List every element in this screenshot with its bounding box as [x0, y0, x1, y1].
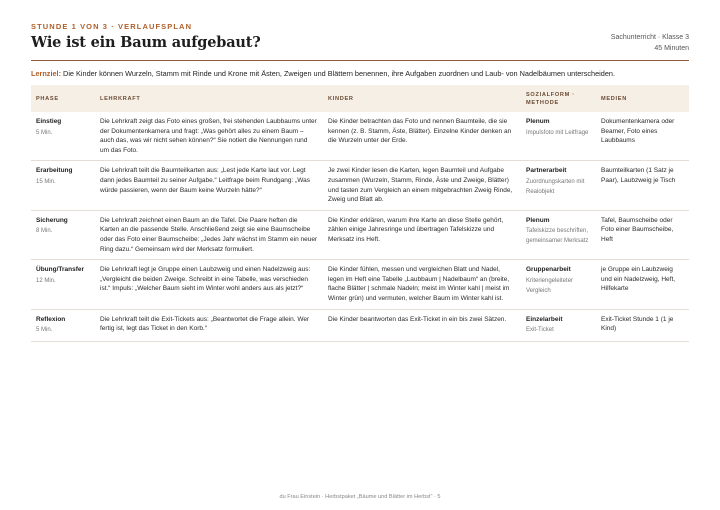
- social-form: Plenum: [526, 118, 550, 125]
- column-header-children: KINDER: [323, 85, 521, 112]
- duration-label: 45 Minuten: [654, 44, 689, 52]
- table-row: [31, 309, 689, 341]
- lesson-plan-page: [31, 22, 689, 342]
- media-cell: Tafel, Baumscheibe oder Foto einer Baumscheibe, Heft: [596, 210, 689, 259]
- method: Exit-Ticket: [526, 327, 554, 334]
- media-cell: Baumteilkarten (1 Satz je Paar), Laubzweig je Tisch: [596, 161, 689, 210]
- method: Tafelskizze beschriften, gemeinsamer Merksatz: [526, 228, 589, 245]
- page-title: Wie ist ein Baum aufgebaut?: [31, 34, 261, 51]
- learning-goal-text: Die Kinder können Wurzeln, Stamm mit Rinde und Krone mit Ästen, Zweigen und Blättern benennen, ihre Aufgaben zuordnen und Laub- von Nadelbäumen unterscheiden.: [61, 69, 615, 78]
- phase-time: 15 Min.: [36, 178, 56, 185]
- social-form: Partnerarbeit: [526, 167, 567, 175]
- learning-goal: [31, 69, 671, 79]
- social-form: Einzelarbeit: [526, 315, 563, 323]
- media-cell: Dokumentenkamera oder Beamer, Foto eines Laubbaums: [596, 112, 689, 161]
- phase-name: Erarbeitung: [36, 167, 73, 175]
- teacher-cell: Die Lehrkraft legt je Gruppe einen Laubzweig und einen Nadelzweig aus: „Vergleicht die beiden Zweige. Schreibt in eine Tabelle, was verschieden ist.“ Impuls: „Welcher Baum sieht im Winter wohl anders aus als jetzt?“: [95, 260, 323, 309]
- column-header-teacher: LEHRKRAFT: [95, 85, 323, 112]
- lesson-kicker: STUNDE 1 VON 3 · VERLAUFSPLAN: [31, 22, 193, 31]
- social-cell: [521, 309, 596, 341]
- phase-time: 12 Min.: [36, 277, 56, 284]
- social-form: Gruppenarbeit: [526, 266, 571, 274]
- social-cell: [521, 210, 596, 259]
- lesson-meta: [611, 33, 689, 54]
- media-cell: Exit-Ticket Stunde 1 (1 je Kind): [596, 309, 689, 341]
- phase-name: Übung/Transfer: [36, 266, 85, 274]
- children-cell: Die Kinder fühlen, messen und vergleichen Blatt und Nadel, legen im Heft eine Tabelle „Laubbaum | Nadelbaum“ an (breite, flache Blätter | schmale Nadeln; meist im Winter kahl | meist im Winter grün) und vermuten, welcher Baum im Winter kahl ist.: [323, 260, 521, 309]
- phase-cell: [31, 112, 95, 161]
- teacher-cell: Die Lehrkraft zeigt das Foto eines großen, frei stehenden Laubbaums unter der Dokumentenkamera und fragt: „Was gehört alles zu einem Baum – auch das, was wir nicht sehen können?“ Sie notiert die Nennungen rund um das Foto.: [95, 112, 323, 161]
- table-row: [31, 112, 689, 161]
- phase-cell: [31, 309, 95, 341]
- social-form: Plenum: [526, 216, 550, 224]
- method: Impulsfoto mit Leitfrage: [526, 129, 589, 136]
- phase-name: Einstieg: [36, 118, 62, 125]
- children-cell: Je zwei Kinder lesen die Karten, legen Baumteil und Aufgabe zusammen (Wurzeln, Stamm, Rinde, Äste und Zweige, Blätter) und tasten zum Vergleich an einem mitgebrachten Zweig Rinde, Zweig und Blatt ab.: [323, 161, 521, 210]
- method: Zuordnungskarten mit Realobjekt: [526, 178, 585, 195]
- page-header: [31, 22, 689, 60]
- phase-time: 5 Min.: [36, 327, 53, 334]
- method: Kriteriengeleiteter Vergleich: [526, 277, 574, 294]
- phase-name: Reflexion: [36, 315, 66, 323]
- children-cell: Die Kinder betrachten das Foto und nennen Baumteile, die sie kennen (z. B. Stamm, Äste, Blätter). Einzelne Kinder denken an die Wurzeln unter der Erde.: [323, 112, 521, 161]
- phase-cell: [31, 260, 95, 309]
- table-row: [31, 260, 689, 309]
- phase-cell: [31, 161, 95, 210]
- teacher-cell: Die Lehrkraft teilt die Exit-Tickets aus: „Beantwortet die Frage allein. Wer fertig ist, legt das Ticket in den Korb.“: [95, 309, 323, 341]
- social-cell: [521, 260, 596, 309]
- phase-cell: [31, 210, 95, 259]
- learning-goal-label: Lernziel:: [31, 69, 62, 78]
- table-header-row: [31, 85, 689, 112]
- table-row: [31, 161, 689, 210]
- column-header-media: MEDIEN: [596, 85, 689, 112]
- teacher-cell: Die Lehrkraft zeichnet einen Baum an die Tafel. Die Paare heften die Karten an die passende Stelle. Anschließend zeigt sie eine Baumscheibe oder das Foto einer Baumscheibe: „Jedes Jahr wächst im Stamm ein neuer Ring dazu.“ Gemeinsam wird der Merksatz formuliert.: [95, 210, 323, 259]
- column-header-phase: PHASE: [31, 85, 95, 112]
- header-divider: [31, 60, 689, 61]
- page-footer: du Frau Einstein · Herbstpaket „Bäume und Blätter im Herbst“ · 5: [279, 494, 441, 500]
- children-cell: Die Kinder erklären, warum ihre Karte an diese Stelle gehört, zählen einige Jahresringe und übertragen Tafelskizze und Merksatz ins Heft.: [323, 210, 521, 259]
- media-cell: je Gruppe ein Laubzweig und ein Nadelzweig, Heft, Hilfekarte: [596, 260, 689, 309]
- column-header-social: SOZIALFORM · METHODE: [521, 85, 596, 112]
- teacher-cell: Die Lehrkraft teilt die Baumteilkarten aus: „Lest jede Karte laut vor. Legt dann jedes Baumteil zu seiner Aufgabe.“ Leitfrage beim Rundgang: „Was würde passieren, wenn der Baum keine Wurzeln hätte?“: [95, 161, 323, 210]
- subject-label: Sachunterricht · Klasse 3: [610, 34, 689, 41]
- social-cell: [521, 112, 596, 161]
- table-row: [31, 210, 689, 259]
- phase-time: 8 Min.: [36, 228, 53, 235]
- children-cell: Die Kinder beantworten das Exit-Ticket in ein bis zwei Sätzen.: [323, 309, 521, 341]
- phase-name: Sicherung: [36, 216, 68, 224]
- social-cell: [521, 161, 596, 210]
- phase-time: 5 Min.: [36, 129, 53, 136]
- lesson-table: [31, 85, 689, 342]
